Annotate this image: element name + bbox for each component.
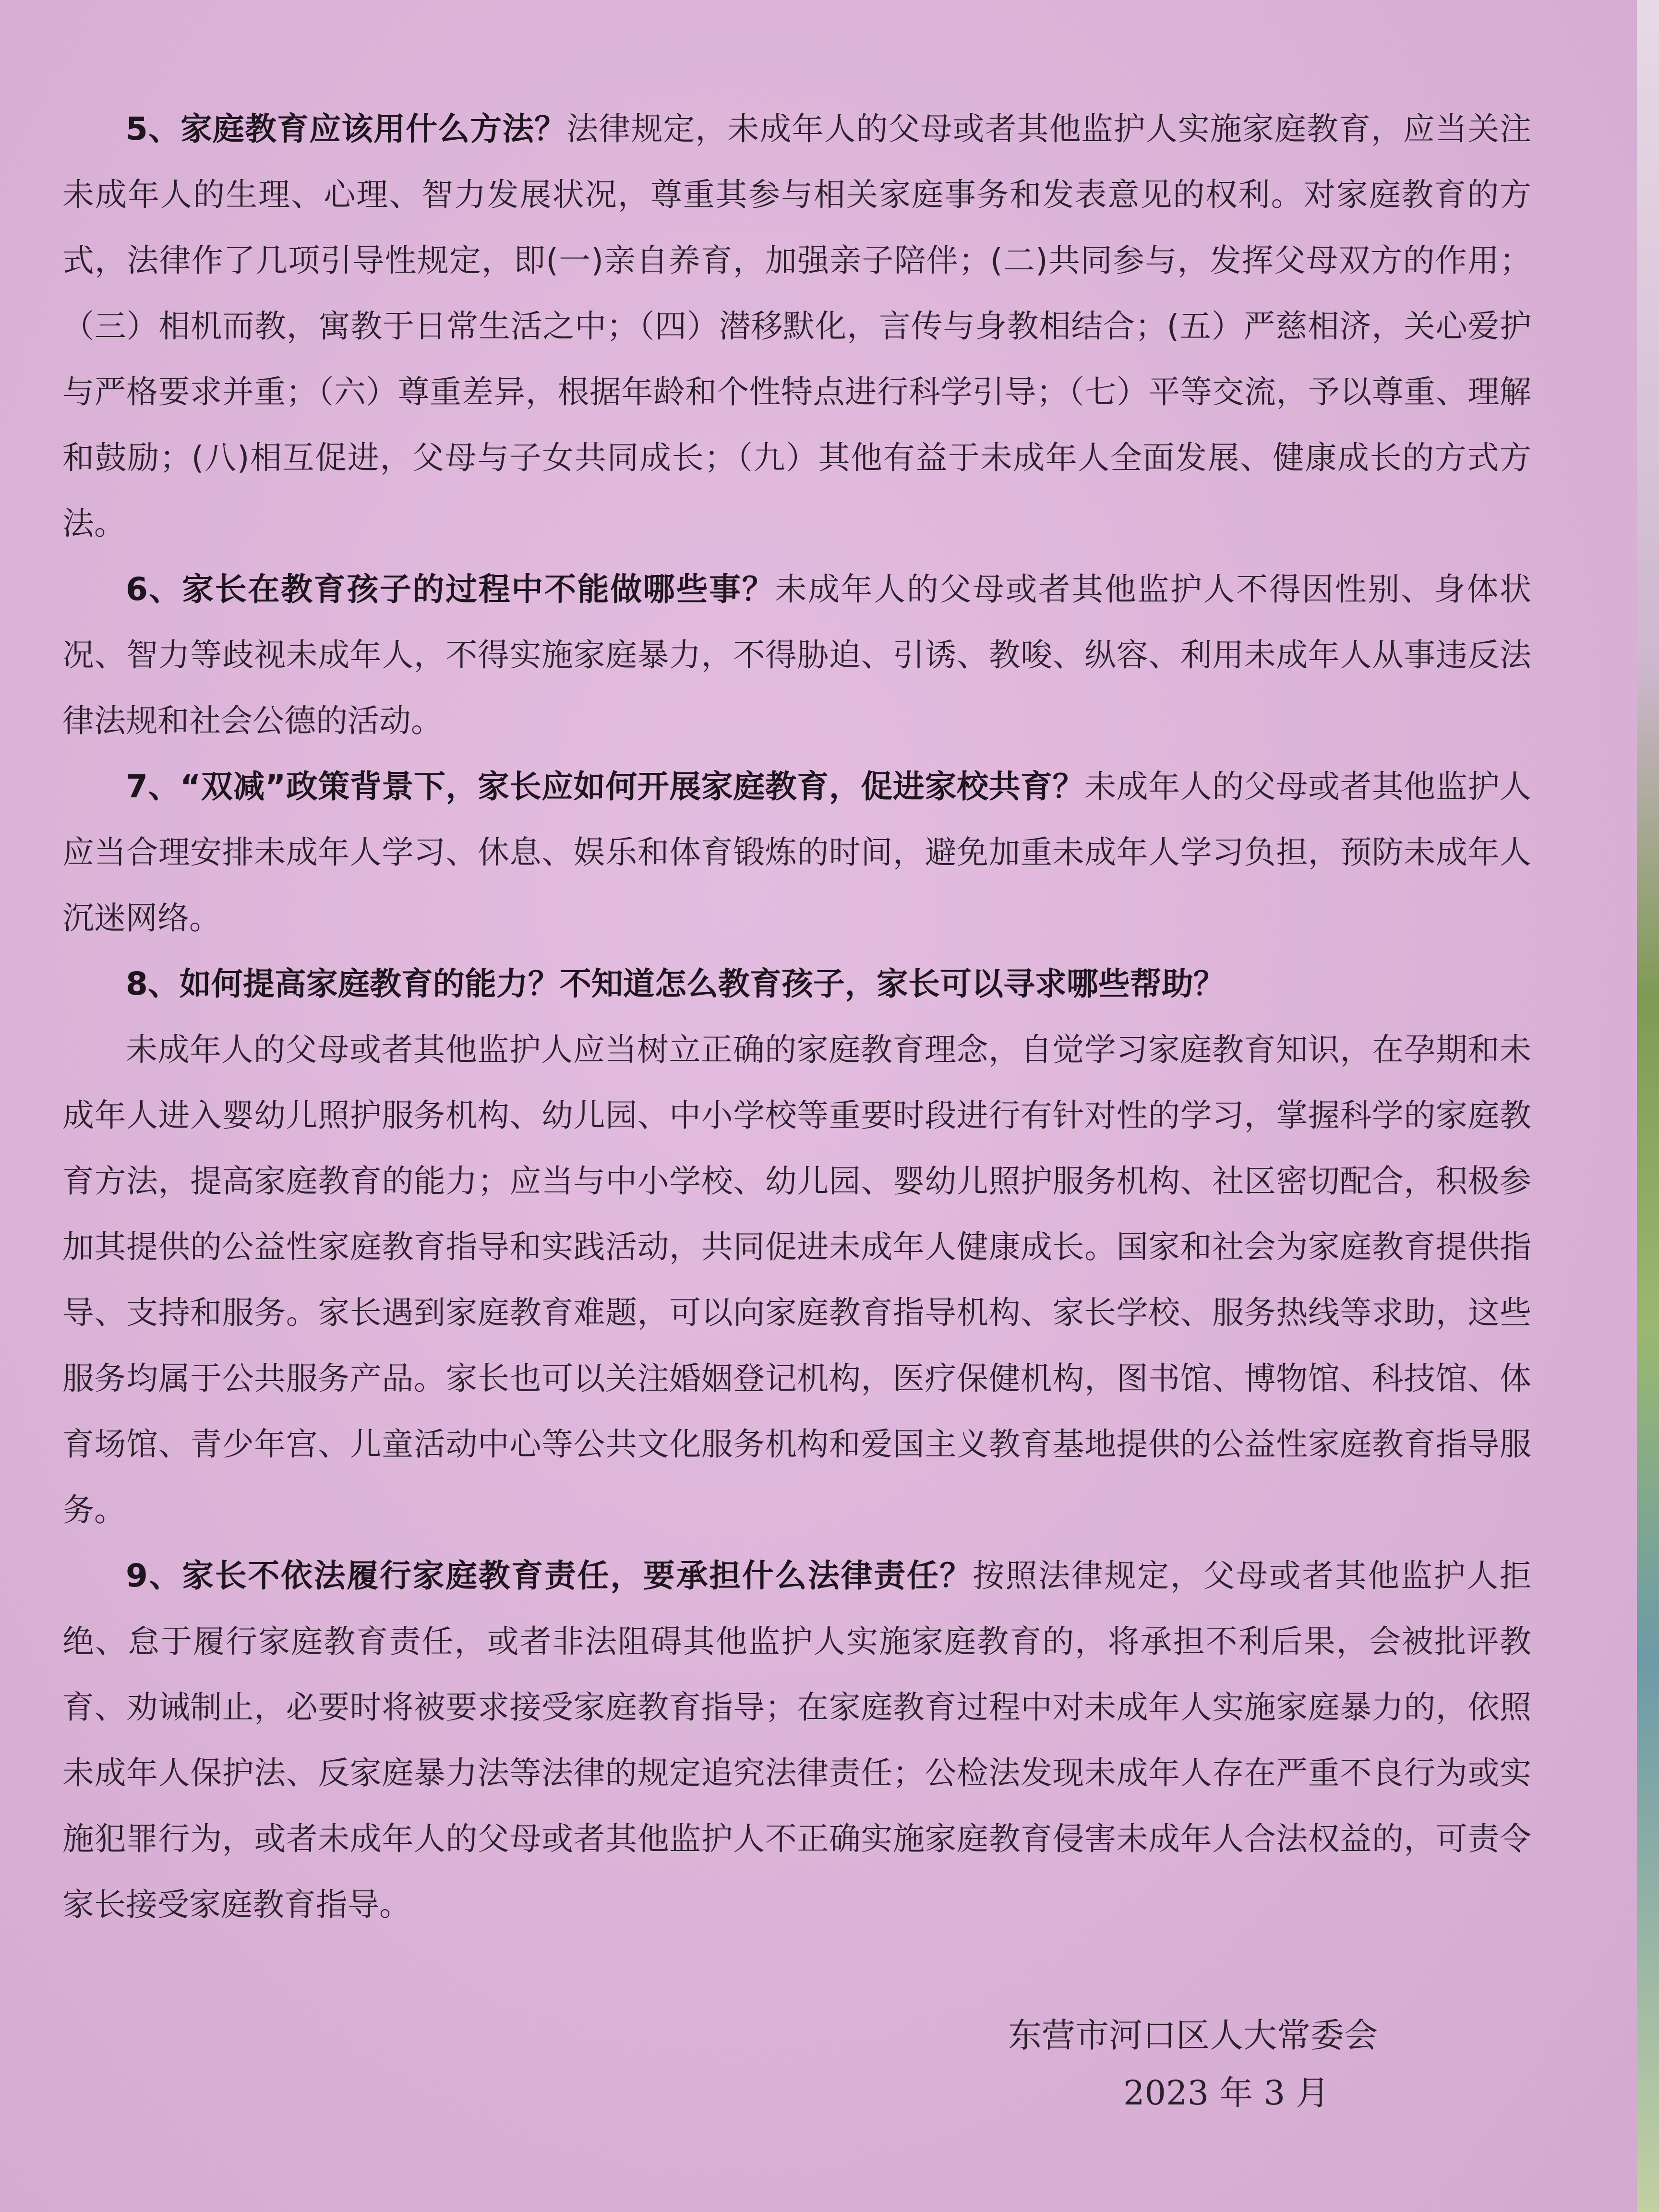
- paragraph-q5: [62, 96, 1531, 556]
- paragraph-q6: [62, 556, 1531, 754]
- document-body: [62, 96, 1531, 1937]
- question-q7: 7、“双减”政策背景下，家长应如何开展家庭教育，促进家校共育？: [126, 768, 1085, 805]
- answer-q9: 按照法律规定，父母或者其他监护人拒绝、怠于履行家庭教育责任，或者非法阻碍其他监护人实施家庭教育的，将承担不利后果，会被批评教育、劝诫制止，必要时将被要求接受家庭教育指导；在家庭教育过程中对未成年人实施家庭暴力的，依照未成年人保护法、反家庭暴力法等法律的规定追究法律责任；公检法发现未成年人存在严重不良行为或实施犯罪行为，或者未成年人的父母或者其他监护人不正确实施家庭教育侵害未成年人合法权益的，可责令家长接受家庭教育指导。: [62, 1557, 1531, 1923]
- paragraph-q8-heading: [62, 951, 1531, 1017]
- answer-q5: 法律规定，未成年人的父母或者其他监护人实施家庭教育，应当关注未成年人的生理、心理、智力发展状况，尊重其参与相关家庭事务和发表意见的权利。对家庭教育的方式，法律作了几项引导性规定，即(一)亲自养育，加强亲子陪伴；(二)共同参与，发挥父母双方的作用；（三）相机而教，寓教于日常生活之中；（四）潜移默化，言传与身教相结合；(五）严慈相济，关心爱护与严格要求并重；（六）尊重差异，根据年龄和个性特点进行科学引导；（七）平等交流，予以尊重、理解和鼓励；(八)相互促进，父母与子女共同成长；（九）其他有益于未成年人全面发展、健康成长的方式方法。: [62, 110, 1531, 542]
- signature-block: [1008, 2007, 1440, 2122]
- signature-date: 2023 年 3 月: [1123, 2073, 1330, 2113]
- question-q8: 8、如何提高家庭教育的能力？不知道怎么教育孩子，家长可以寻求哪些帮助？: [126, 965, 1225, 1002]
- question-q9: 9、家长不依法履行家庭教育责任，要承担什么法律责任？: [126, 1557, 973, 1594]
- answer-q6: 未成年人的父母或者其他监护人不得因性别、身体状况、智力等歧视未成年人，不得实施家庭暴力，不得胁迫、引诱、教唆、纵容、利用未成年人从事违反法律法规和社会公德的活动。: [62, 571, 1531, 739]
- paragraph-q8-body: [62, 1017, 1531, 1543]
- question-q5: 5、家庭教育应该用什么方法？: [126, 110, 567, 147]
- answer-q7: 未成年人的父母或者其他监护人应当合理安排未成年人学习、休息、娱乐和体育锻炼的时间，避免加重未成年人学习负担，预防未成年人沉迷网络。: [62, 768, 1531, 937]
- signature-org: 东营市河口区人大常委会: [1008, 2016, 1378, 2055]
- question-q6: 6、家长在教育孩子的过程中不能做哪些事？: [126, 571, 775, 608]
- paragraph-q7: [62, 754, 1531, 951]
- background-edge: [1637, 0, 1659, 2212]
- answer-q8: 未成年人的父母或者其他监护人应当树立正确的家庭教育理念，自觉学习家庭教育知识，在孕期和未成年人进入婴幼儿照护服务机构、幼儿园、中小学校等重要时段进行有针对性的学习，掌握科学的家庭教育方法，提高家庭教育的能力；应当与中小学校、幼儿园、婴幼儿照护服务机构、社区密切配合，积极参加其提供的公益性家庭教育指导和实践活动，共同促进未成年人健康成长。国家和社会为家庭教育提供指导、支持和服务。家长遇到家庭教育难题，可以向家庭教育指导机构、家长学校、服务热线等求助，这些服务均属于公共服务产品。家长也可以关注婚姻登记机构，医疗保健机构，图书馆、博物馆、科技馆、体育场馆、青少年宫、儿童活动中心等公共文化服务机构和爱国主义教育基地提供的公益性家庭教育指导服务。: [62, 1031, 1531, 1528]
- paragraph-q9: [62, 1543, 1531, 1937]
